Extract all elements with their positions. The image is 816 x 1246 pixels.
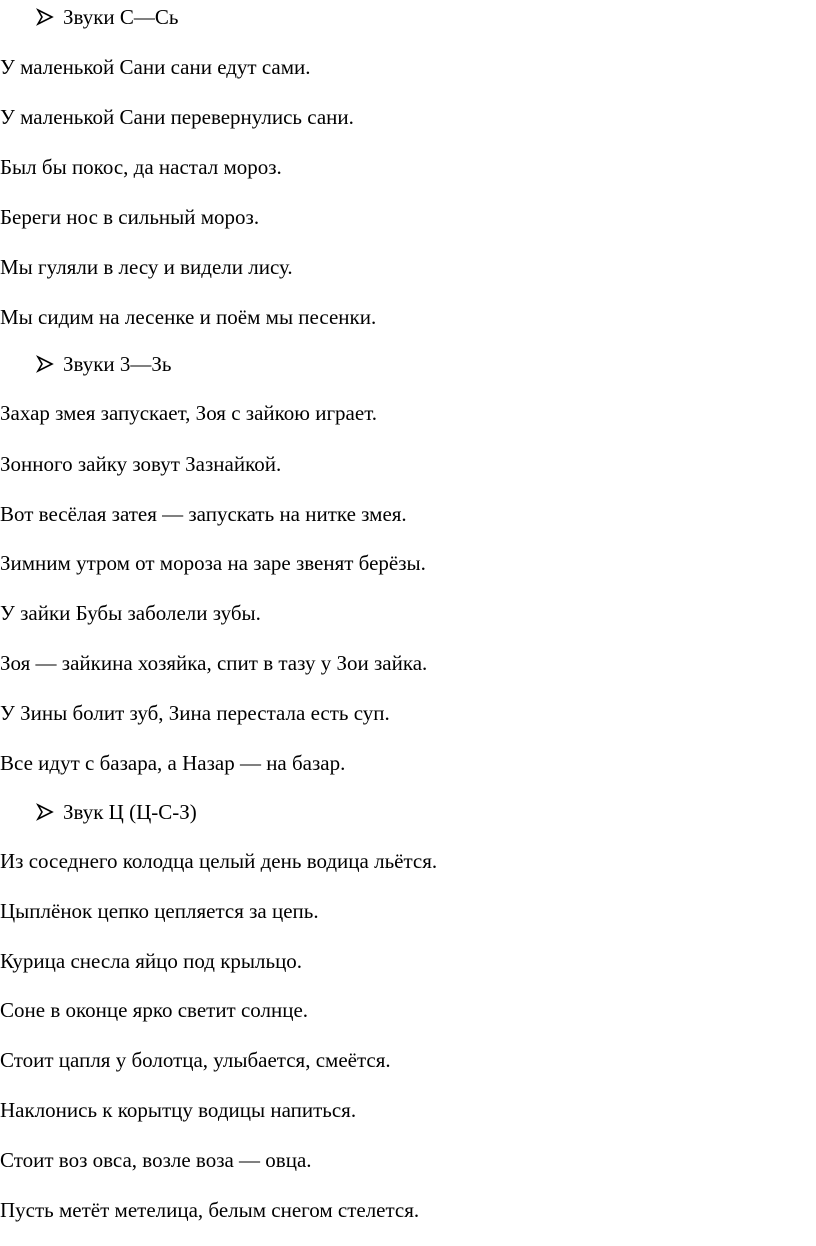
text-line: Зонного зайку зовут Зазнайкой. xyxy=(0,452,282,476)
text-line: Мы гуляли в лесу и видели лису. xyxy=(0,255,293,279)
text-line: Все идут с базара, а Назар — на базар. xyxy=(0,751,346,775)
text-line: У зайки Бубы заболели зубы. xyxy=(0,601,261,625)
arrow-bullet-icon xyxy=(36,8,63,26)
section-heading-ts xyxy=(36,799,197,825)
arrow-bullet-icon xyxy=(36,803,63,821)
text-line: Вот весёлая затея — запускать на нитке змея. xyxy=(0,502,407,526)
section-heading-text: Звуки С—Сь xyxy=(63,5,179,29)
text-line: Пусть метёт метелица, белым снегом стелется. xyxy=(0,1198,420,1222)
section-heading-z xyxy=(36,351,172,377)
text-line: Зимним утром от мороза на заре звенят берёзы. xyxy=(0,551,426,575)
text-line: У Зины болит зуб, Зина перестала есть суп. xyxy=(0,701,390,725)
text-line: Стоит воз овса, возле воза — овца. xyxy=(0,1148,312,1172)
text-line: У маленькой Сани сани едут сами. xyxy=(0,55,311,79)
text-line: Береги нос в сильный мороз. xyxy=(0,205,260,229)
text-line: Соне в оконце ярко светит солнце. xyxy=(0,998,309,1022)
text-line: Зоя — зайкина хозяйка, спит в тазу у Зои зайка. xyxy=(0,651,428,675)
section-heading-text: Звук Ц (Ц-С-З) xyxy=(63,800,197,824)
text-line: Стоит цапля у болотца, улыбается, смеётся. xyxy=(0,1048,391,1072)
text-line: Из соседнего колодца целый день водица льётся. xyxy=(0,849,438,873)
text-line: Захар змея запускает, Зоя с зайкою играет. xyxy=(0,401,378,425)
arrow-bullet-icon xyxy=(36,355,63,373)
text-line: Цыплёнок цепко цепляется за цепь. xyxy=(0,899,319,923)
text-line: Курица снесла яйцо под крыльцо. xyxy=(0,949,303,973)
text-line: У маленькой Сани перевернулись сани. xyxy=(0,105,354,129)
text-line: Мы сидим на лесенке и поём мы песенки. xyxy=(0,305,377,329)
section-heading-text: Звуки 3—Зь xyxy=(63,352,172,376)
section-heading-s xyxy=(36,4,179,30)
text-line: Был бы покос, да настал мороз. xyxy=(0,155,282,179)
text-line: Наклонись к корытцу водицы напиться. xyxy=(0,1098,357,1122)
